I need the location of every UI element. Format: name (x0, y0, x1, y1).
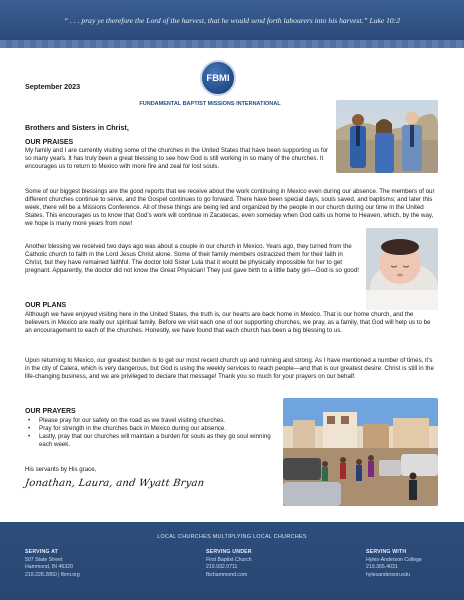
footer-line: 219.228.2850 | fbmi.org (25, 571, 80, 578)
fbmi-logo (200, 60, 236, 96)
footer-label: SERVING UNDER (206, 549, 252, 555)
footer-line: Hyles-Anderson College (366, 556, 422, 563)
letter-date: September 2023 (25, 82, 81, 91)
header-verse: “ . . . pray ye therefore the Lord of the harvest, that he would send forth labourers into his harvest.” Luke 10:2 (63, 15, 401, 25)
list-item: • Lastly, pray that our churches will maintain a burden for souls as they go soul winning each week. (25, 433, 275, 449)
signoff: His servants by His grace, (25, 466, 97, 473)
praises-paragraph-3: Another blessing we received two days ago was about a couple in our church in Mexico. Years ago, they turned from the Catholic church to faith in the Lord Jesus Christ alone. Some of their family members ostracized them for their faith in Christ, but they have remained faithful. The doctor told Sister Lula that it would be physically impossible for her to get pregnant. Apparently, the doctor did not know the Great Physician! They just gave birth to a little baby girl—God is so good! (25, 243, 359, 275)
footer-line: 507 State Street (25, 556, 63, 563)
baby-photo (366, 228, 438, 310)
header-stripe (0, 40, 464, 48)
footer-serving-with (366, 549, 422, 579)
letter-greeting: Brothers and Sisters in Christ, (25, 123, 129, 132)
footer-tagline: LOCAL CHURCHES MULTIPLYING LOCAL CHURCHES (157, 534, 307, 540)
header-banner (0, 0, 464, 40)
prayers-heading: OUR PRAYERS (25, 408, 76, 415)
footer-label: SERVING AT (25, 549, 59, 555)
list-item: • Pray for strength in the churches back in Mexico during our absence. (25, 425, 275, 433)
footer-line: 219.932.0711 (206, 564, 238, 570)
family-photo (336, 100, 438, 173)
footer-line: fbchammond.com (206, 571, 248, 578)
street-photo (283, 398, 438, 506)
footer-line: hylesanderson.edu (366, 571, 410, 578)
signature: Jonathan, Laura, and Wyatt Bryan (24, 478, 206, 489)
list-item: • Please pray for our safety on the road as we travel visiting churches. (25, 417, 275, 425)
prayer-list (25, 417, 275, 449)
footer-serving-under (206, 549, 252, 579)
praises-paragraph-2: Some of our biggest blessings are the good reports that we receive about the work continuing in Mexico even during our absence. The members of our different churches continue to serve, and the Gospel continues to go forward. There have been special days, souls saved, and baptisms; and later this week, there will be a Missions Conference. All of these things are being led and organized by the people in our church during our time in the United States. This encourages us to know that God’s work will continue in Zacatecas, even someday when God calls us home to Heaven, which, by the way, we hope is many more years from now! (25, 188, 435, 228)
plans-paragraph-1: Although we have enjoyed visiting here in the United States, the truth is, our hearts are back home in Mexico. That is our home church, and the believers in Mexico are really our spiritual family. Before we visit each one of our supporting churches, we pray, as a family, that God will help us to be an encouragement to each of the churches. Honestly, we have found that each church has been a big blessing to us. (25, 311, 431, 335)
plans-heading: OUR PLANS (25, 302, 67, 309)
footer-line: 219.365.4031 (366, 564, 398, 570)
footer-label: SERVING WITH (366, 549, 407, 555)
logo-text: FBMI (206, 72, 230, 84)
plans-paragraph-2: Upon returning to Mexico, our greatest burden is to get our most recent church up and running and strong. As I have mentioned a number of times, it’s in the city of Calera, which is very dangerous, but God is using the weekly services to reach people—and that is our greatest desire. Christ is still in the life-changing business, and we are privileged to declare that message! Thank you so much for your prayers on our behalf. (25, 357, 434, 381)
praises-heading: OUR PRAISES (25, 139, 74, 146)
footer-line: First Baptist Church (206, 556, 252, 563)
logo-name: FUNDAMENTAL BAPTIST MISSIONS INTERNATIONAL (139, 101, 281, 107)
footer-line: Hammond, IN 46320 (25, 564, 73, 570)
footer (0, 522, 464, 600)
praises-paragraph-1: My family and I are currently visiting some of the churches in the United States that have been supporting us for so many years. It has truly been a great blessing to see how God is still working in so many of the churches. It encourages us to return to Mexico with more fire and zeal for lost souls. (25, 147, 329, 171)
footer-serving-at (25, 549, 80, 579)
